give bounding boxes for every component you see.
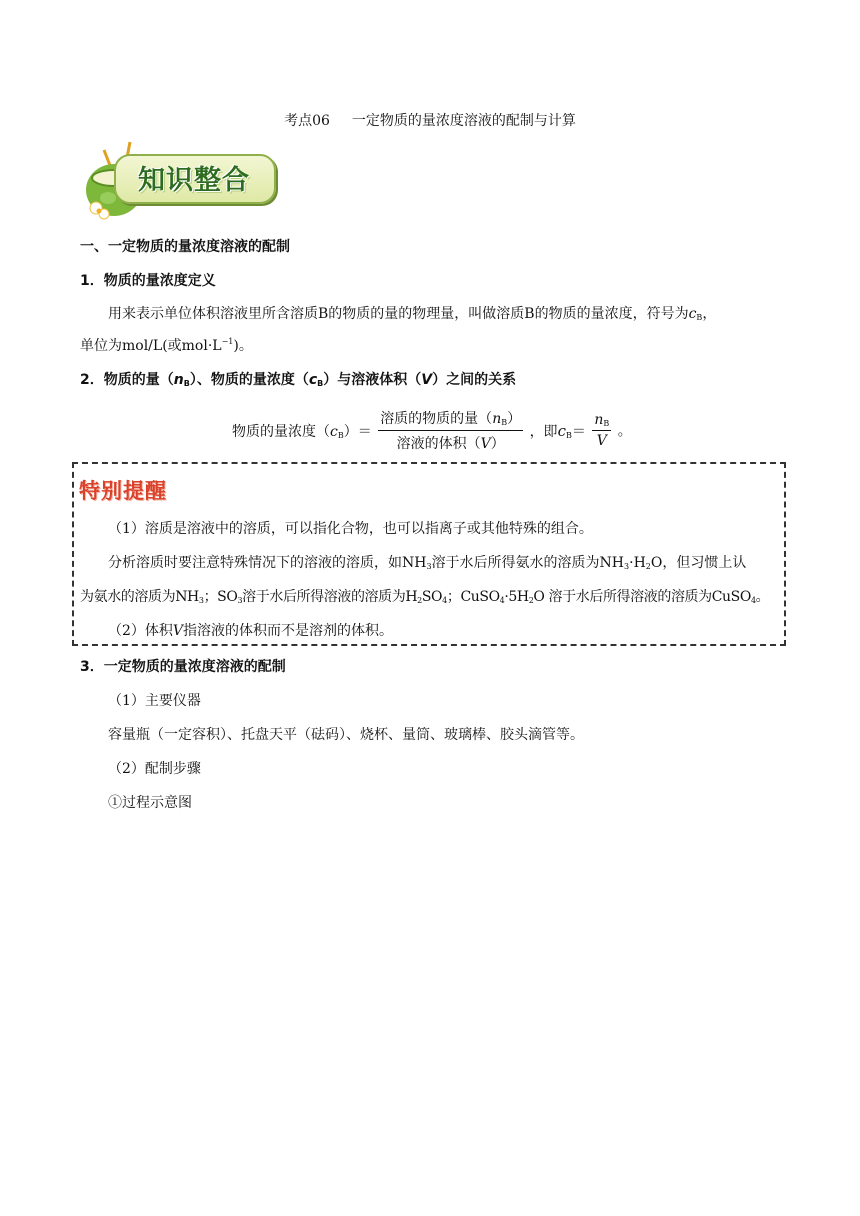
reminder-line-3: 为氨水的溶质为$NH_3$；$SO_3$溶于水后所得溶液的溶质为$H_2SO_4$；$CuSO_4\cdot 5H_2O$ 溶于水后所得溶液的溶质为CuSO$_4$。 xyxy=(80,589,770,605)
concentration-formula xyxy=(232,408,632,452)
reminder-line-2: 分析溶质时要注意特殊情况下的溶液的溶质，如$NH_3$溶于水后所得氨水的溶质为$NH_3\cdot H_2O$，但习惯上认 xyxy=(108,555,747,571)
steps-heading: （2）配制步骤 xyxy=(108,761,201,777)
subsection-3-heading: 3．一定物质的量浓度溶液的配制 xyxy=(80,659,286,675)
topic-code: 考点06 xyxy=(284,113,330,129)
formula-mid: ，即$c_B=$ xyxy=(529,421,586,440)
page-title xyxy=(0,110,860,130)
fraction-numerator: 溶质的物质的量$(n_B)$ xyxy=(378,408,523,431)
topic-title: 一定物质的量浓度溶液的配制与计算 xyxy=(351,113,576,129)
subsection-2-heading: 2．物质的量$(n_B)$、物质的量浓度$(c_B)$与溶液体积（V）之间的关系 xyxy=(80,372,517,388)
formula-fraction-symbols xyxy=(592,412,611,449)
reminder-point-1: （1）溶质是溶液中的溶质，可以指化合物，也可以指离子或其他特殊的组合。 xyxy=(108,521,593,537)
process-diagram-label: ①过程示意图 xyxy=(108,795,192,811)
knowledge-banner xyxy=(78,138,278,220)
reminder-title: 特别提醒 xyxy=(79,479,167,503)
instruments-heading: （1）主要仪器 xyxy=(108,693,201,709)
formula-end: 。 xyxy=(617,423,632,440)
formula-fraction-words xyxy=(378,408,523,453)
instruments-list: 容量瓶（一定容积）、托盘天平（砝码）、烧杯、量筒、玻璃棒、胶头滴管等。 xyxy=(108,727,584,743)
symbol-denominator: V xyxy=(596,433,607,449)
section-heading: 一、一定物质的量浓度溶液的配制 xyxy=(80,239,290,255)
banner-text: 知识整合 xyxy=(138,165,250,196)
subsection-1-heading: 1．物质的量浓度定义 xyxy=(80,273,216,289)
definition-line-1: 用来表示单位体积溶液里所含溶质B的物质的量的物理量，叫做溶质B的物质的量浓度，符号为$c_B$， xyxy=(108,306,717,322)
reminder-point-2: （2）体积V指溶液的体积而不是溶剂的体积。 xyxy=(108,623,394,639)
formula-lhs: 物质的量浓度$(c_B)=$ xyxy=(232,423,372,440)
definition-line-2: 单位为mol/L(或$mol\cdot L^{-1}$)。 xyxy=(80,337,253,354)
fraction-denominator: 溶液的体积（V） xyxy=(396,436,505,452)
symbol-numerator: $n_B$ xyxy=(592,412,611,431)
